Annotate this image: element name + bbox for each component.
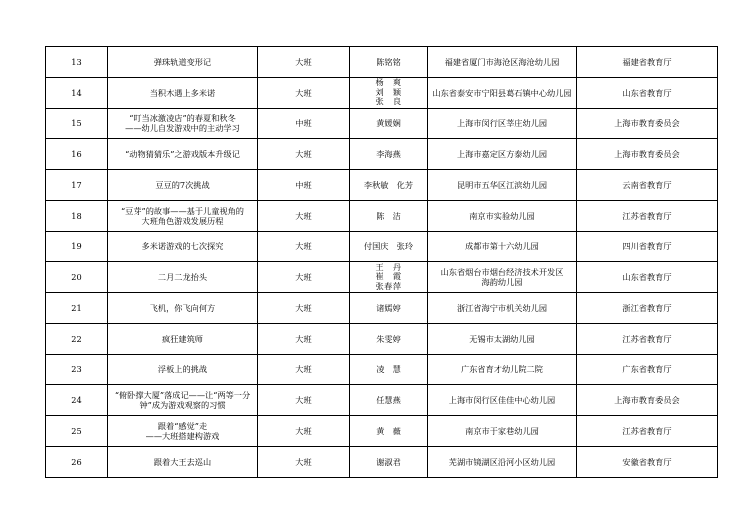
recommending-unit-cell: 山东省教育厅: [577, 262, 718, 293]
row-number-cell: 13: [46, 47, 108, 78]
row-number-cell: 17: [46, 170, 108, 201]
class-level-cell: 大班: [258, 77, 350, 108]
author-cell-line: 黄 薇: [376, 425, 401, 436]
recommending-unit-cell: 浙江省教育厅: [577, 293, 718, 324]
work-title-cell: [108, 108, 258, 139]
school-cell-line: 浙江省海宁市机关幼儿园: [456, 302, 548, 313]
work-title-cell-line: ——幼儿自发游戏中的主动学习: [125, 123, 240, 134]
work-title-cell: [108, 293, 258, 324]
author-cell-line: 诸嫣婷: [376, 302, 401, 313]
work-title-cell-line: 豆豆的7次挑战: [155, 179, 210, 190]
class-level-cell: 大班: [258, 385, 350, 416]
author-cell: [350, 385, 428, 416]
school-cell: [428, 231, 577, 262]
work-title-cell: [108, 139, 258, 170]
row-number-cell: 24: [46, 385, 108, 416]
work-title-cell-line: “俯卧撑大厦”落成记——让“两等一分: [114, 390, 251, 401]
work-title-cell: [108, 416, 258, 447]
school-cell: [428, 416, 577, 447]
work-title-cell: [108, 262, 258, 293]
author-cell: [350, 323, 428, 354]
school-cell-line: 芜湖市镜湖区沿河小区幼儿园: [448, 456, 556, 467]
work-title-cell: [108, 77, 258, 108]
author-cell-line: 黄媛娴: [376, 118, 401, 129]
awards-table-body: [46, 47, 718, 478]
class-level-cell: 大班: [258, 446, 350, 477]
row-number-cell: 15: [46, 108, 108, 139]
school-cell: [428, 200, 577, 231]
recommending-unit-cell: 山东省教育厅: [577, 77, 718, 108]
recommending-unit-cell: 广东省教育厅: [577, 354, 718, 385]
author-cell-line: 张 良: [375, 96, 402, 107]
row-number-cell: 26: [46, 446, 108, 477]
school-cell: [428, 139, 577, 170]
table-row: [46, 108, 718, 139]
row-number-cell: 14: [46, 77, 108, 108]
work-title-cell: [108, 47, 258, 78]
school-cell-line: 山东省烟台市烟台经济技术开发区: [440, 267, 564, 278]
work-title-cell-line: “豆芽”的故事——基于儿童视角的: [121, 205, 244, 216]
author-cell: [350, 262, 428, 293]
class-level-cell: 大班: [258, 323, 350, 354]
recommending-unit-cell: 四川省教育厅: [577, 231, 718, 262]
recommending-unit-cell: 江苏省教育厅: [577, 416, 718, 447]
class-level-cell: 大班: [258, 47, 350, 78]
author-cell: [350, 446, 428, 477]
author-cell-line: 杨 爽: [375, 77, 402, 88]
work-title-cell-line: 钟”成为游戏观察的习惯: [139, 400, 226, 411]
recommending-unit-cell: 云南省教育厅: [577, 170, 718, 201]
class-level-cell: 大班: [258, 354, 350, 385]
author-cell-line: 刘 颖: [375, 86, 402, 97]
author-cell: [350, 231, 428, 262]
school-cell: [428, 323, 577, 354]
table-row: [46, 200, 718, 231]
author-cell: [350, 200, 428, 231]
school-cell: [428, 47, 577, 78]
school-cell-line: 南京市于家巷幼儿园: [465, 425, 539, 436]
author-cell: [350, 77, 428, 108]
school-cell-line: 上海市闵行区佳佳中心幼儿园: [448, 395, 556, 406]
work-title-cell-line: 多米诺游戏的七次探究: [141, 241, 224, 252]
school-cell-line: 福建省厦门市海沧区海沧幼儿园: [444, 56, 560, 67]
work-title-cell-line: “动物猜猜乐”之游戏版本升级记: [125, 149, 240, 160]
author-cell-line: 李秋敏 化芳: [363, 179, 414, 190]
class-level-cell: 大班: [258, 416, 350, 447]
author-cell: [350, 293, 428, 324]
work-title-cell: [108, 231, 258, 262]
table-row: [46, 77, 718, 108]
work-title-cell-line: 飞机，你飞向何方: [149, 302, 216, 313]
author-cell-line: 陈铭铭: [376, 56, 401, 67]
work-title-cell-line: 大班角色游戏发展历程: [141, 215, 224, 226]
work-title-cell: [108, 170, 258, 201]
school-cell-line: 成都市第十六幼儿园: [465, 241, 539, 252]
school-cell: [428, 77, 577, 108]
class-level-cell: 中班: [258, 108, 350, 139]
school-cell-line: 无锡市太湖幼儿园: [469, 333, 535, 344]
table-row: [46, 446, 718, 477]
school-cell: [428, 293, 577, 324]
author-cell: [350, 416, 428, 447]
school-cell: [428, 170, 577, 201]
author-cell-line: 谢淑君: [376, 456, 401, 467]
work-title-cell: [108, 446, 258, 477]
author-cell-line: 李海燕: [376, 149, 401, 160]
recommending-unit-cell: 江苏省教育厅: [577, 323, 718, 354]
school-cell-line: 上海市闵行区莘庄幼儿园: [456, 118, 548, 129]
row-number-cell: 23: [46, 354, 108, 385]
work-title-cell-line: 浮板上的挑战: [157, 364, 208, 375]
row-number-cell: 16: [46, 139, 108, 170]
class-level-cell: 中班: [258, 170, 350, 201]
work-title-cell-line: 二月二龙抬头: [157, 272, 208, 283]
school-cell-line: 昆明市五华区江滨幼儿园: [456, 179, 548, 190]
author-cell-line: 付国庆 张玲: [363, 241, 414, 252]
author-cell: [350, 47, 428, 78]
recommending-unit-cell: 上海市教育委员会: [577, 108, 718, 139]
work-title-cell-line: ——大班搭建构游戏: [145, 430, 220, 441]
author-cell-line: 朱雯婷: [376, 333, 401, 344]
table-row: [46, 416, 718, 447]
row-number-cell: 19: [46, 231, 108, 262]
school-cell-line: 海韵幼儿园: [481, 277, 523, 288]
table-row: [46, 231, 718, 262]
row-number-cell: 22: [46, 323, 108, 354]
recommending-unit-cell: 江苏省教育厅: [577, 200, 718, 231]
school-cell-line: 广东省育才幼儿院二院: [461, 364, 543, 375]
work-title-cell: [108, 354, 258, 385]
table-row: [46, 293, 718, 324]
work-title-cell: [108, 200, 258, 231]
author-cell: [350, 108, 428, 139]
class-level-cell: 大班: [258, 139, 350, 170]
school-cell: [428, 108, 577, 139]
table-row: [46, 170, 718, 201]
table-row: [46, 139, 718, 170]
author-cell-line: 崔 霞: [375, 271, 402, 282]
work-title-cell: [108, 323, 258, 354]
author-cell-line: 陈 洁: [376, 210, 401, 221]
school-cell-line: 南京市实验幼儿园: [469, 210, 535, 221]
table-row: [46, 47, 718, 78]
class-level-cell: 大班: [258, 200, 350, 231]
author-cell-line: 王 丹: [375, 261, 402, 272]
school-cell: [428, 262, 577, 293]
work-title-cell-line: 当积木遇上多米诺: [149, 87, 216, 98]
awards-table: [45, 46, 718, 478]
row-number-cell: 18: [46, 200, 108, 231]
recommending-unit-cell: 上海市教育委员会: [577, 385, 718, 416]
school-cell: [428, 446, 577, 477]
row-number-cell: 25: [46, 416, 108, 447]
recommending-unit-cell: 安徽省教育厅: [577, 446, 718, 477]
class-level-cell: 大班: [258, 262, 350, 293]
recommending-unit-cell: 福建省教育厅: [577, 47, 718, 78]
class-level-cell: 大班: [258, 231, 350, 262]
author-cell-line: 任慧燕: [376, 395, 401, 406]
work-title-cell-line: “叮当冰激凌店”的春夏和秋冬: [129, 113, 236, 124]
table-row: [46, 262, 718, 293]
recommending-unit-cell: 上海市教育委员会: [577, 139, 718, 170]
author-cell: [350, 139, 428, 170]
work-title-cell-line: 跟着“感觉”走: [157, 420, 208, 431]
work-title-cell: [108, 385, 258, 416]
author-cell-line: 凌 慧: [376, 364, 401, 375]
work-title-cell-line: 跟着大王去巡山: [153, 456, 212, 467]
work-title-cell-line: 弹珠轨道变形记: [153, 56, 212, 67]
school-cell: [428, 354, 577, 385]
author-cell: [350, 354, 428, 385]
school-cell-line: 上海市嘉定区方泰幼儿园: [456, 149, 548, 160]
table-row: [46, 354, 718, 385]
school-cell: [428, 385, 577, 416]
author-cell-line: 张春萍: [375, 280, 402, 291]
row-number-cell: 20: [46, 262, 108, 293]
class-level-cell: 大班: [258, 293, 350, 324]
author-cell: [350, 170, 428, 201]
row-number-cell: 21: [46, 293, 108, 324]
table-row: [46, 385, 718, 416]
school-cell-line: 山东省泰安市宁阳县葛石镇中心幼儿园: [432, 87, 572, 98]
work-title-cell-line: 疯狂建筑师: [162, 333, 203, 344]
table-row: [46, 323, 718, 354]
